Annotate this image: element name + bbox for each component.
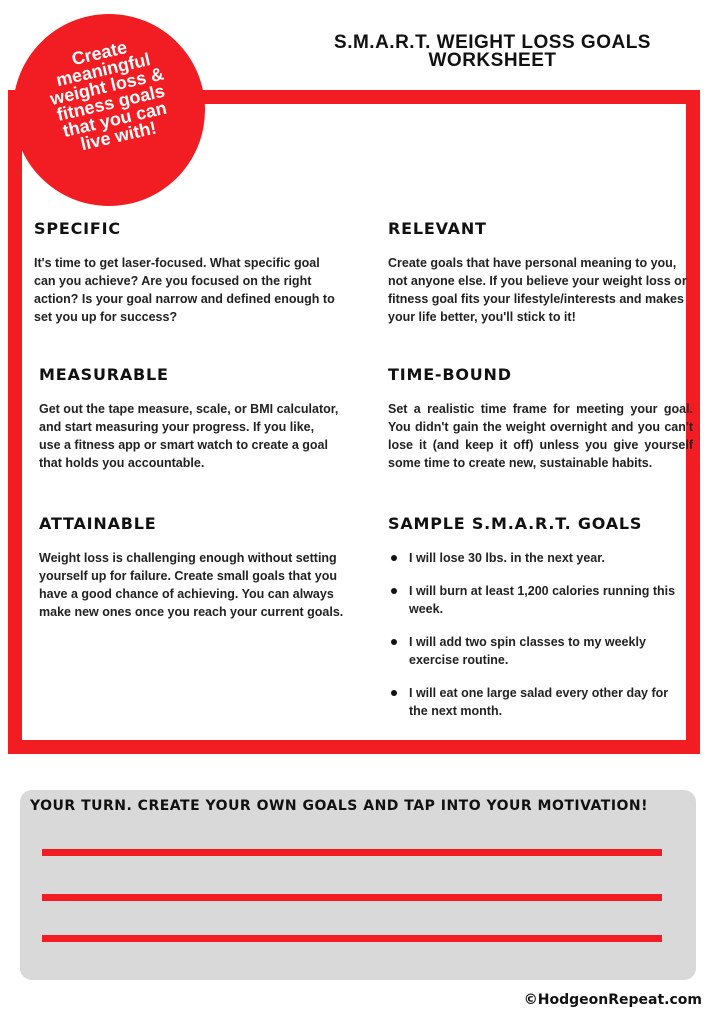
list-item: I will lose 30 lbs. in the next year. <box>388 549 678 567</box>
list-item: I will burn at least 1,200 calories running this week. <box>388 582 678 618</box>
section-heading: SAMPLE S.M.A.R.T. GOALS <box>388 514 643 533</box>
section-body: Set a realistic time frame for meeting your goal. You didn't gain the weight overnight and you can't lose it (and keep it off) unless you give yourself some time to create new, sustainable habits. <box>388 402 693 470</box>
section-heading: TIME-BOUND <box>388 365 512 384</box>
section-attainable <box>39 514 344 621</box>
badge-text: Create meaningful weight loss & fitness goals that you can live with! <box>48 37 169 155</box>
section-heading: SPECIFIC <box>34 219 121 238</box>
your-turn-panel <box>20 790 696 980</box>
sample-goals-list <box>388 549 678 720</box>
list-item: I will add two spin classes to my weekly exercise routine. <box>388 633 678 669</box>
section-heading: MEASURABLE <box>39 365 169 384</box>
goal-write-line[interactable] <box>42 894 662 901</box>
your-turn-heading: YOUR TURN. CREATE YOUR OWN GOALS AND TAP INTO YOUR MOTIVATION! <box>30 798 649 814</box>
page-title: S.M.A.R.T. WEIGHT LOSS GOALS WORKSHEET <box>334 32 651 71</box>
intro-badge <box>13 14 205 206</box>
section-heading: ATTAINABLE <box>39 514 157 533</box>
section-body: Weight loss is challenging enough without setting yourself up for failure. Create small goals that you have a good chance of achieving. You can always make new ones once you reach your current goals. <box>39 551 344 619</box>
list-item: I will eat one large salad every other day for the next month. <box>388 684 678 720</box>
goal-write-line[interactable] <box>42 935 662 942</box>
section-sample-goals <box>388 514 678 735</box>
section-heading: RELEVANT <box>388 219 487 238</box>
copyright-text: ©HodgeonRepeat.com <box>523 992 702 1008</box>
section-measurable <box>39 365 339 472</box>
section-time-bound <box>388 365 693 472</box>
section-body: It's time to get laser-focused. What specific goal can you achieve? Are you focused on the right action? Is your goal narrow and defined enough to set you up for success? <box>34 256 335 324</box>
section-body: Get out the tape measure, scale, or BMI calculator, and start measuring your progress. If you like, use a fitness app or smart watch to create a goal that holds you accountable. <box>39 402 339 470</box>
section-specific <box>34 219 339 326</box>
goal-write-line[interactable] <box>42 849 662 856</box>
section-body: Create goals that have personal meaning to you, not anyone else. If you believe your weight loss or fitness goal fits your lifestyle/interests and makes your life better, you'll stick to it! <box>388 256 687 324</box>
section-relevant <box>388 219 688 326</box>
